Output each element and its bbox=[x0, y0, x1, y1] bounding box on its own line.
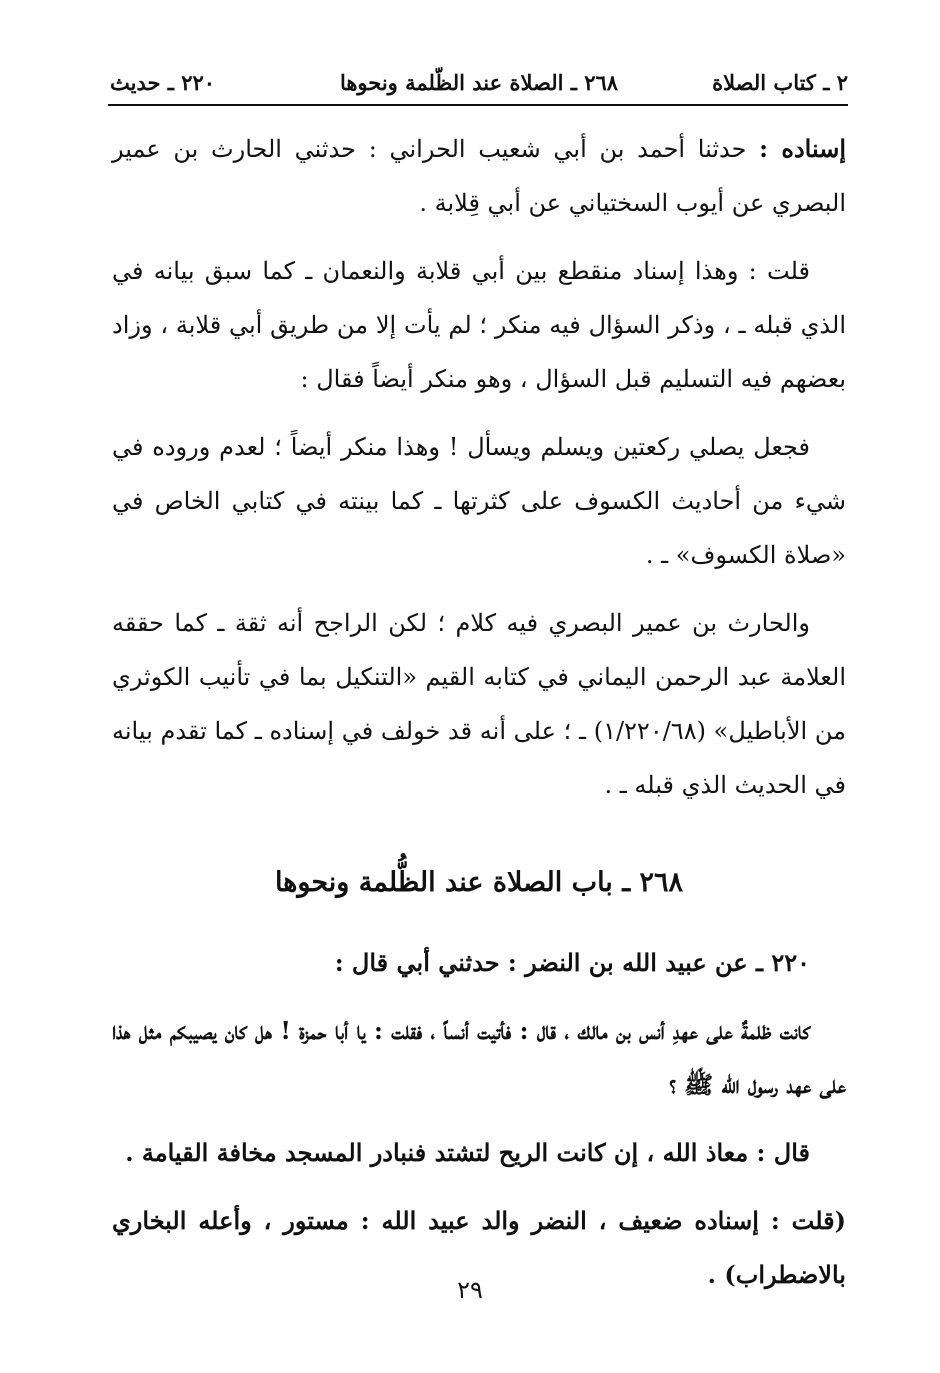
main-text bbox=[112, 122, 846, 1302]
commentary-paragraph-3: والحارث بن عمير البصري فيه كلام ؛ لكن الراجح أنه ثقة ـ كما حققه العلامة عبد الرحمن اليماني في كتابه القيم «التنكيل بما في تأنيب الكوثري من الأباطيل» (١/٢٢٠/٦٨) ـ ؛ على أنه قد خولف في إسناده ـ كما تقدم بيانه في الحديث الذي قبله ـ . bbox=[112, 609, 847, 799]
header-chapter-title: ٢٦٨ ـ الصلاة عند الظّلمة ونحوها bbox=[339, 70, 619, 95]
header-divider bbox=[108, 104, 848, 106]
isnad-paragraph bbox=[112, 122, 846, 230]
commentary-paragraph-1: قلت : وهذا إسناد منقطع بين أبي قلابة والنعمان ـ كما سبق بيانه في الذي قبله ـ ، وذكر السؤال فيه منكر ؛ لم يأت إلا من طريق أبي قلابة ، وزاد بعضهم فيه التسليم قبل السؤال ، وهو منكر أيضاً فقال : bbox=[112, 257, 846, 393]
commentary-paragraph-2: فجعل يصلي ركعتين ويسلم ويسأل ! وهذا منكر أيضاً ؛ لعدم وروده في شيء من أحاديث الكسوف على كثرتها ـ كما بينته في كتابي الخاص في «صلاة الكسوف» ـ . bbox=[112, 433, 846, 569]
running-header bbox=[110, 64, 848, 104]
isnad-label: إسناده : bbox=[759, 134, 847, 163]
hadith-intro: ٢٢٠ ـ عن عبيد الله بن النضر : حدثني أبي قال : bbox=[334, 948, 810, 977]
hadith-grading-note: (قلت : إسناده ضعيف ، النضر والد عبيد الله : مستور ، وأعله البخاري بالاضطراب) . bbox=[112, 1206, 846, 1289]
hadith-block bbox=[112, 936, 846, 1302]
hadith-text-1: كانت ظلمةٌ على عهدِ أنس بن مالك ، قال : فأتيت أنساً ، فقلت : يا أبا حمزة ! هل كان يصيبكم مثل هذا على عهد رسول الله ﷺ ؟ bbox=[112, 1016, 846, 1099]
page-number: ٢٩ bbox=[457, 1276, 483, 1304]
header-book-title: ٢ ـ كتاب الصلاة bbox=[712, 70, 848, 95]
chapter-heading: ٢٦٨ ـ باب الصلاة عند الظُّلمة ونحوها bbox=[274, 867, 684, 898]
header-hadith-number: ٢٢٠ ـ حديث bbox=[110, 70, 216, 95]
isnad-text: حدثنا أحمد بن أبي شعيب الحراني : حدثني الحارث بن عمير البصري عن أيوب السختياني عن أبي قِلابة . bbox=[112, 135, 846, 217]
hadith-text-2: قال : معاذ الله ، إن كانت الريح لتشتد فنبادر المسجد مخافة القيامة . bbox=[125, 1138, 810, 1167]
